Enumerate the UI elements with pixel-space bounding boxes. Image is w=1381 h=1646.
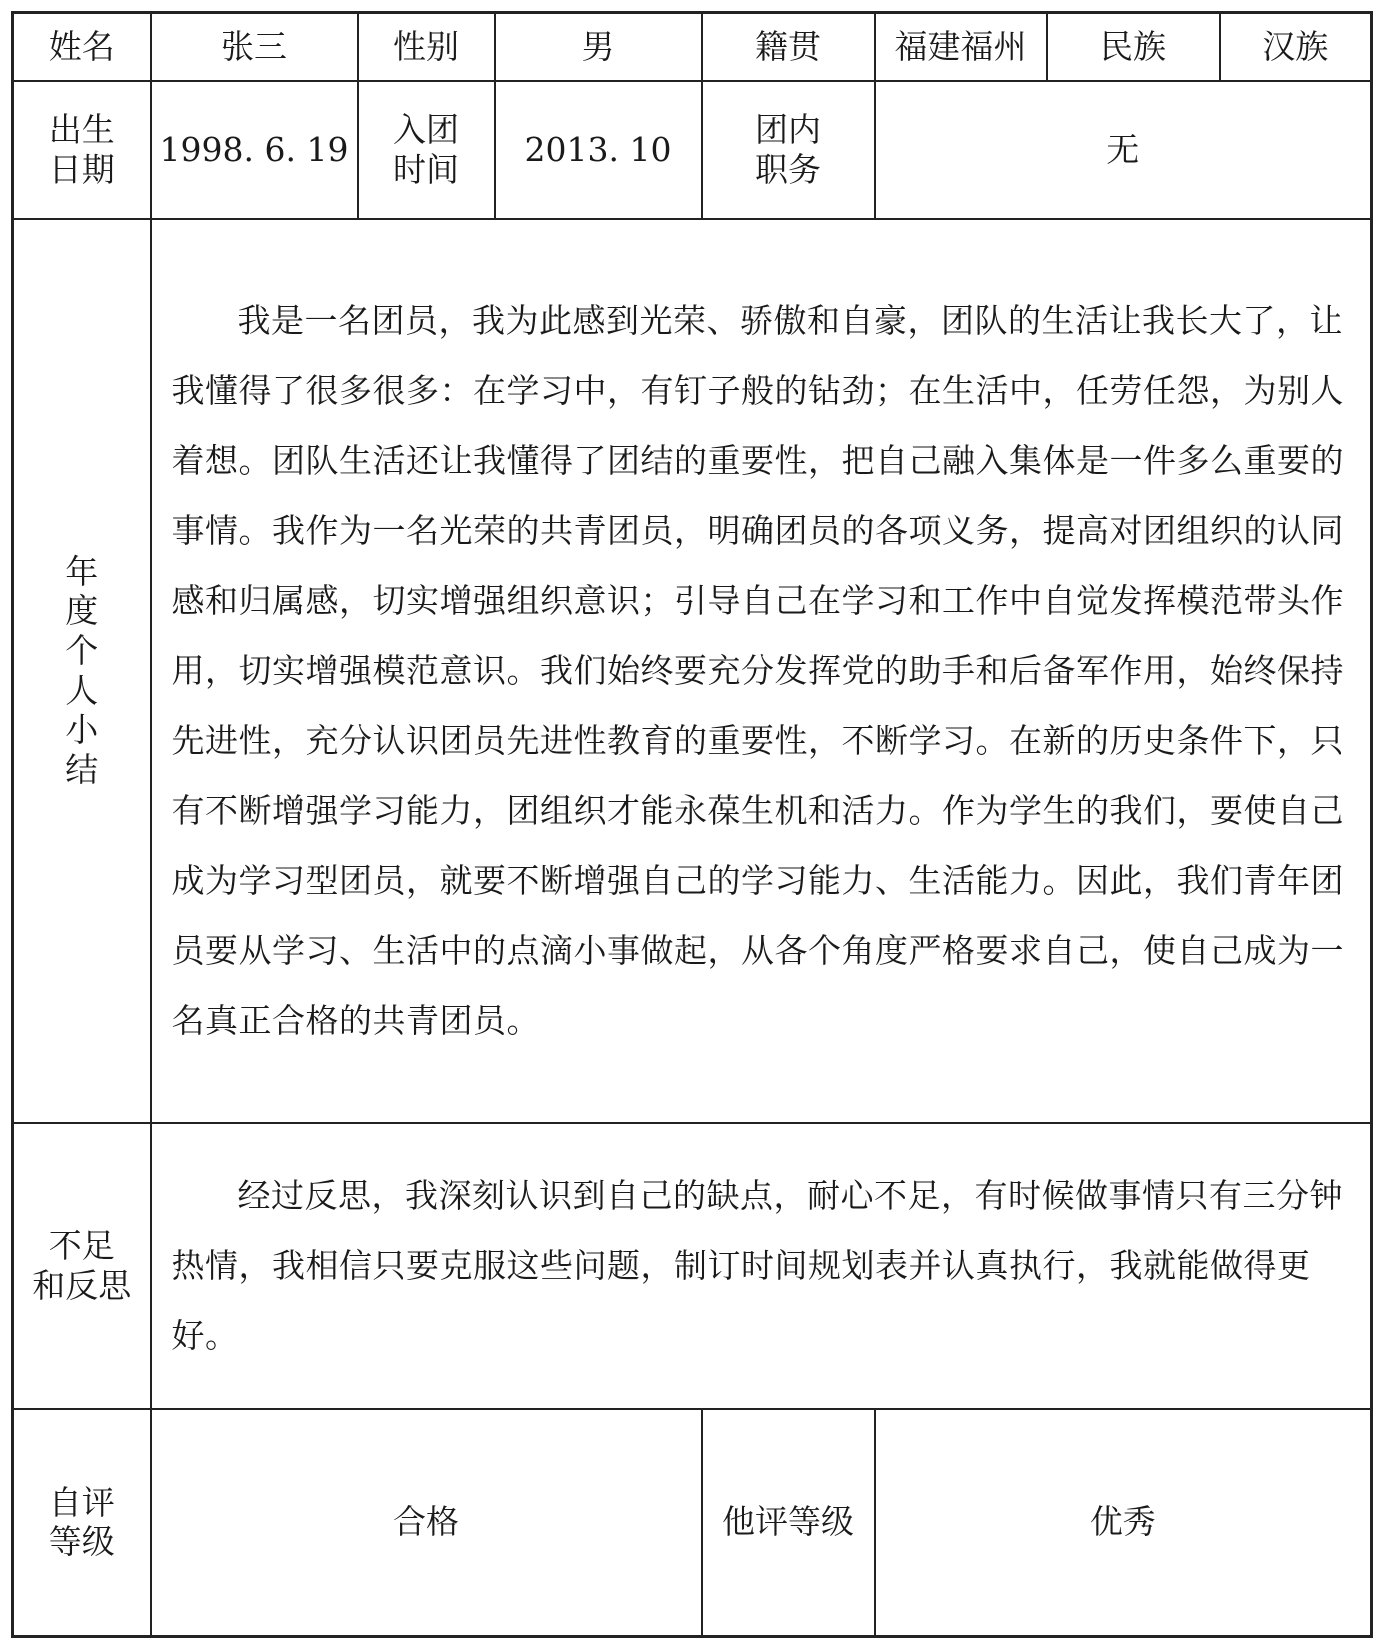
join-date-value: 2013. 10	[495, 81, 702, 219]
annual-summary-label-char-4: 人	[65, 670, 99, 710]
reflection-label-line-1: 不足	[48, 1225, 115, 1265]
name-label: 姓名	[13, 13, 151, 81]
dates-row	[13, 81, 1372, 219]
ethnicity-label: 民族	[1047, 13, 1220, 81]
join-date-label-line-1: 入团	[393, 109, 459, 149]
annual-summary-label-char-5: 小	[65, 710, 99, 750]
birth-date-label	[13, 81, 151, 219]
birth-date-label-line-1: 出生	[48, 109, 115, 149]
peer-rating-label: 他评等级	[702, 1409, 875, 1637]
annual-summary-label-char-1: 年	[65, 551, 99, 591]
self-rating-label	[13, 1409, 151, 1637]
reflection-text: 经过反思，我深刻认识到自己的缺点，耐心不足，有时候做事情只有三分钟热情，我相信只要克服这些问题，制订时间规划表并认真执行，我就能做得更好。	[171, 1175, 1343, 1355]
annual-summary-row	[13, 219, 1372, 1123]
basic-info-row	[13, 13, 1372, 81]
reflection-label-line-2: 和反思	[32, 1265, 132, 1305]
ethnicity-value: 汉族	[1220, 13, 1372, 81]
league-position-value: 无	[875, 81, 1372, 219]
annual-summary-label	[13, 219, 151, 1123]
join-date-label-line-2: 时间	[393, 149, 459, 189]
league-member-summary-form	[11, 11, 1373, 1638]
peer-rating-value: 优秀	[875, 1409, 1372, 1637]
gender-label: 性别	[358, 13, 495, 81]
annual-summary-label-char-6: 结	[65, 749, 99, 789]
annual-summary-label-char-2: 度	[65, 591, 99, 631]
self-rating-value: 合格	[151, 1409, 702, 1637]
rating-row	[13, 1409, 1372, 1637]
annual-summary-content-cell	[151, 219, 1372, 1123]
reflection-label	[13, 1123, 151, 1409]
join-date-label	[358, 81, 495, 219]
annual-summary-text: 我是一名团员，我为此感到光荣、骄傲和自豪，团队的生活让我长大了，让我懂得了很多很多：在学习中，有钉子般的钻劲；在生活中，任劳任怨，为别人着想。团队生活还让我懂得了团结的重要性，把自己融入集体是一件多么重要的事情。我作为一名光荣的共青团员，明确团员的各项义务，提高对团组织的认同感和归属感，切实增强组织意识；引导自己在学习和工作中自觉发挥模范带头作用，切实增强模范意识。我们始终要充分发挥党的助手和后备军作用，始终保持先进性，充分认识团员先进性教育的重要性，不断学习。在新的历史条件下，只有不断增强学习能力，团组织才能永葆生机和活力。作为学生的我们，要使自己成为学习型团员，就要不断增强自己的学习能力、生活能力。因此，我们青年团员要从学习、生活中的点滴小事做起，从各个角度严格要求自己，使自己成为一名真正合格的共青团员。	[171, 300, 1344, 1040]
league-position-label	[702, 81, 875, 219]
birth-date-label-line-2: 日期	[48, 149, 115, 189]
origin-label: 籍贯	[702, 13, 875, 81]
league-position-label-line-2: 职务	[755, 149, 821, 189]
reflection-row	[13, 1123, 1372, 1409]
self-rating-label-line-2: 等级	[48, 1522, 115, 1562]
name-value: 张三	[151, 13, 358, 81]
birth-date-value: 1998. 6. 19	[151, 81, 358, 219]
annual-summary-label-char-3: 个	[65, 630, 99, 670]
league-position-label-line-1: 团内	[755, 109, 821, 149]
origin-value: 福建福州	[875, 13, 1047, 81]
reflection-content-cell	[151, 1123, 1372, 1409]
self-rating-label-line-1: 自评	[48, 1482, 115, 1522]
gender-value: 男	[495, 13, 702, 81]
